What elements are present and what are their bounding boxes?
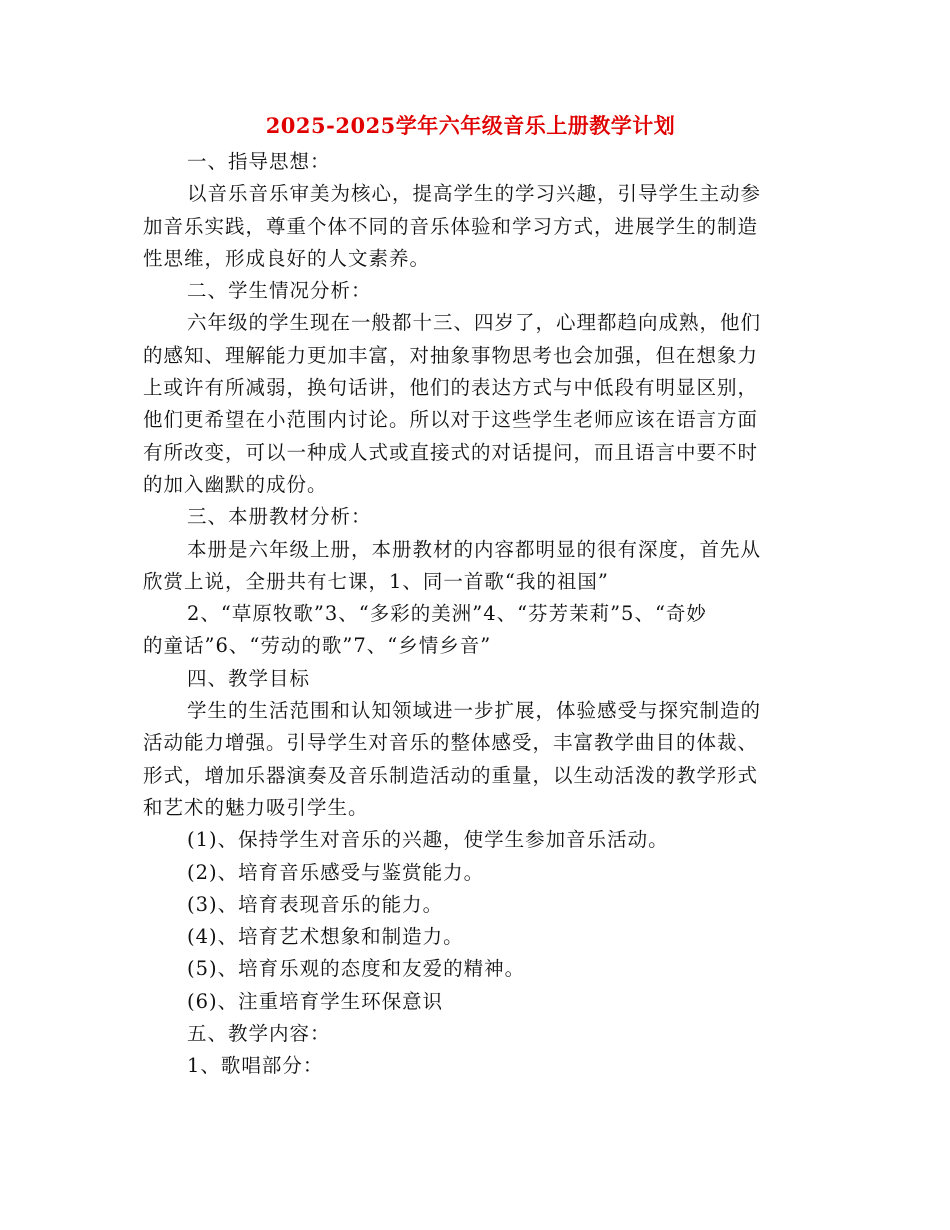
text-line: 他们更希望在小范围内讨论。所以对于这些学生老师应该在语言方面 (143, 408, 759, 432)
text-line: 有所改变，可以一种成人式或直接式的对话提问，而且语言中要不时 (143, 440, 759, 464)
text-line: 三、本册教材分析： (187, 505, 372, 529)
text-line: 一、指导思想： (187, 150, 331, 173)
text-line: 的童话”6、“劳动的歌”7、“乡情乡音” (143, 634, 492, 658)
text-line: 本册是六年级上册，本册教材的内容都明显的很有深度，首先从 (187, 537, 762, 561)
text-line: 性思维，形成良好的人文素养。 (143, 246, 431, 270)
text-line: 二、学生情况分析： (187, 279, 372, 303)
text-line: 上或许有所减弱，换句话讲，他们的表达方式与中低段有明显区别， (143, 376, 759, 400)
text-line: 形式，增加乐器演奏及音乐制造活动的重量，以生动活泼的教学形式 (143, 763, 759, 787)
text-line: 六年级的学生现在一般都十三、四岁了，心理都趋向成熟，他们 (187, 311, 762, 335)
text-line: 和艺术的魅力吸引学生。 (143, 795, 369, 819)
text-line: 的感知、理解能力更加丰富，对抽象事物思考也会加强，但在想象力 (143, 343, 759, 367)
text-line: 五、教学内容： (187, 1022, 331, 1046)
text-line: 加音乐实践，尊重个体不同的音乐体验和学习方式，进展学生的制造 (143, 214, 759, 238)
text-line: (1)、保持学生对音乐的兴趣，使学生参加音乐活动。 (187, 828, 669, 852)
text-line: 以音乐音乐审美为核心，提高学生的学习兴趣，引导学生主动参 (187, 182, 762, 206)
text-line: 的加入幽默的成份。 (143, 472, 328, 496)
text-line: (3)、培育表现音乐的能力。 (187, 892, 444, 916)
document-page (143, 108, 798, 1083)
document-body (143, 146, 798, 1083)
text-line: 欣赏上说，全册共有七课，1、同一首歌“我的祖国” (143, 569, 609, 593)
text-line: 1、歌唱部分： (187, 1054, 324, 1078)
text-line: (4)、培育艺术想象和制造力。 (187, 925, 464, 949)
document-title: 2025-2025学年六年级音乐上册教学计划 (265, 113, 676, 138)
text-line: (2)、培育音乐感受与鉴赏能力。 (187, 860, 485, 884)
text-line: (6)、注重培育学生环保意识 (187, 989, 444, 1013)
text-line: (5)、培育乐观的态度和友爱的精神。 (187, 957, 526, 981)
text-line: 2、“草原牧歌”3、“多彩的美洲”4、“芬芳茉莉”5、“奇妙 (187, 602, 707, 626)
text-line: 学生的生活范围和认知领域进一步扩展，体验感受与探究制造的 (187, 699, 762, 723)
text-line: 四、教学目标 (187, 666, 311, 690)
text-line: 活动能力增强。引导学生对音乐的整体感受，丰富教学曲目的体裁、 (143, 731, 759, 755)
